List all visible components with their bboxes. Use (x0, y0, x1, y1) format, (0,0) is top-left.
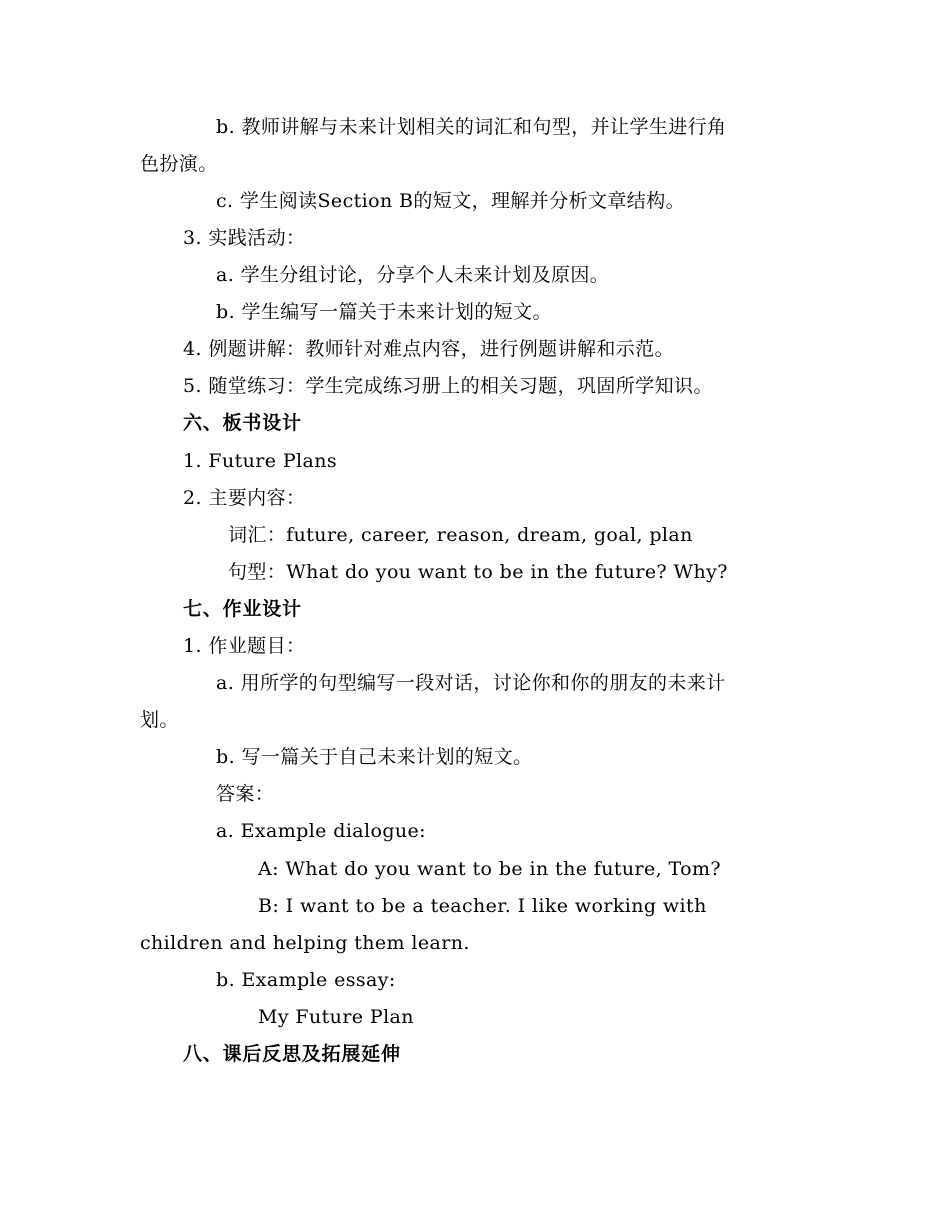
text-line: b. 写一篇关于自己未来计划的短文。 (216, 746, 533, 768)
text-line: 词汇：future, career, reason, dream, goal, plan (228, 524, 693, 546)
text-line: 答案： (216, 783, 275, 805)
list-item: 3. 实践活动： (183, 227, 306, 249)
section-heading: 七、作业设计 (183, 598, 302, 620)
text-line: My Future Plan (258, 1006, 414, 1028)
text-line: 句型：What do you want to be in the future? Why? (228, 561, 728, 583)
text-line: a. Example dialogue: (216, 820, 426, 842)
text-line: 色扮演。 (140, 153, 218, 175)
text-line: 划。 (140, 709, 179, 731)
list-item: 1. 作业题目： (183, 635, 306, 657)
list-item: 2. 主要内容： (183, 487, 306, 509)
text-line: b. Example essay: (216, 969, 396, 991)
text-line: a. 学生分组讨论，分享个人未来计划及原因。 (216, 264, 610, 286)
text-line: a. 用所学的句型编写一段对话，讨论你和你的朋友的未来计 (216, 672, 726, 694)
list-item: 1. Future Plans (183, 450, 338, 472)
section-heading: 八、课后反思及拓展延伸 (183, 1043, 401, 1065)
text-line: b. 学生编写一篇关于未来计划的短文。 (216, 301, 552, 323)
list-item: 4. 例题讲解：教师针对难点内容，进行例题讲解和示范。 (183, 338, 674, 360)
text-line: b. 教师讲解与未来计划相关的词汇和句型，并让学生进行角 (216, 116, 727, 138)
text-line: children and helping them learn. (140, 932, 470, 954)
text-line: c. 学生阅读Section B的短文，理解并分析文章结构。 (216, 190, 686, 212)
text-line: B: I want to be a teacher. I like working with (258, 895, 707, 917)
list-item: 5. 随堂练习：学生完成练习册上的相关习题，巩固所学知识。 (183, 375, 713, 397)
section-heading: 六、板书设计 (183, 412, 302, 434)
text-line: A: What do you want to be in the future, Tom? (258, 858, 721, 880)
